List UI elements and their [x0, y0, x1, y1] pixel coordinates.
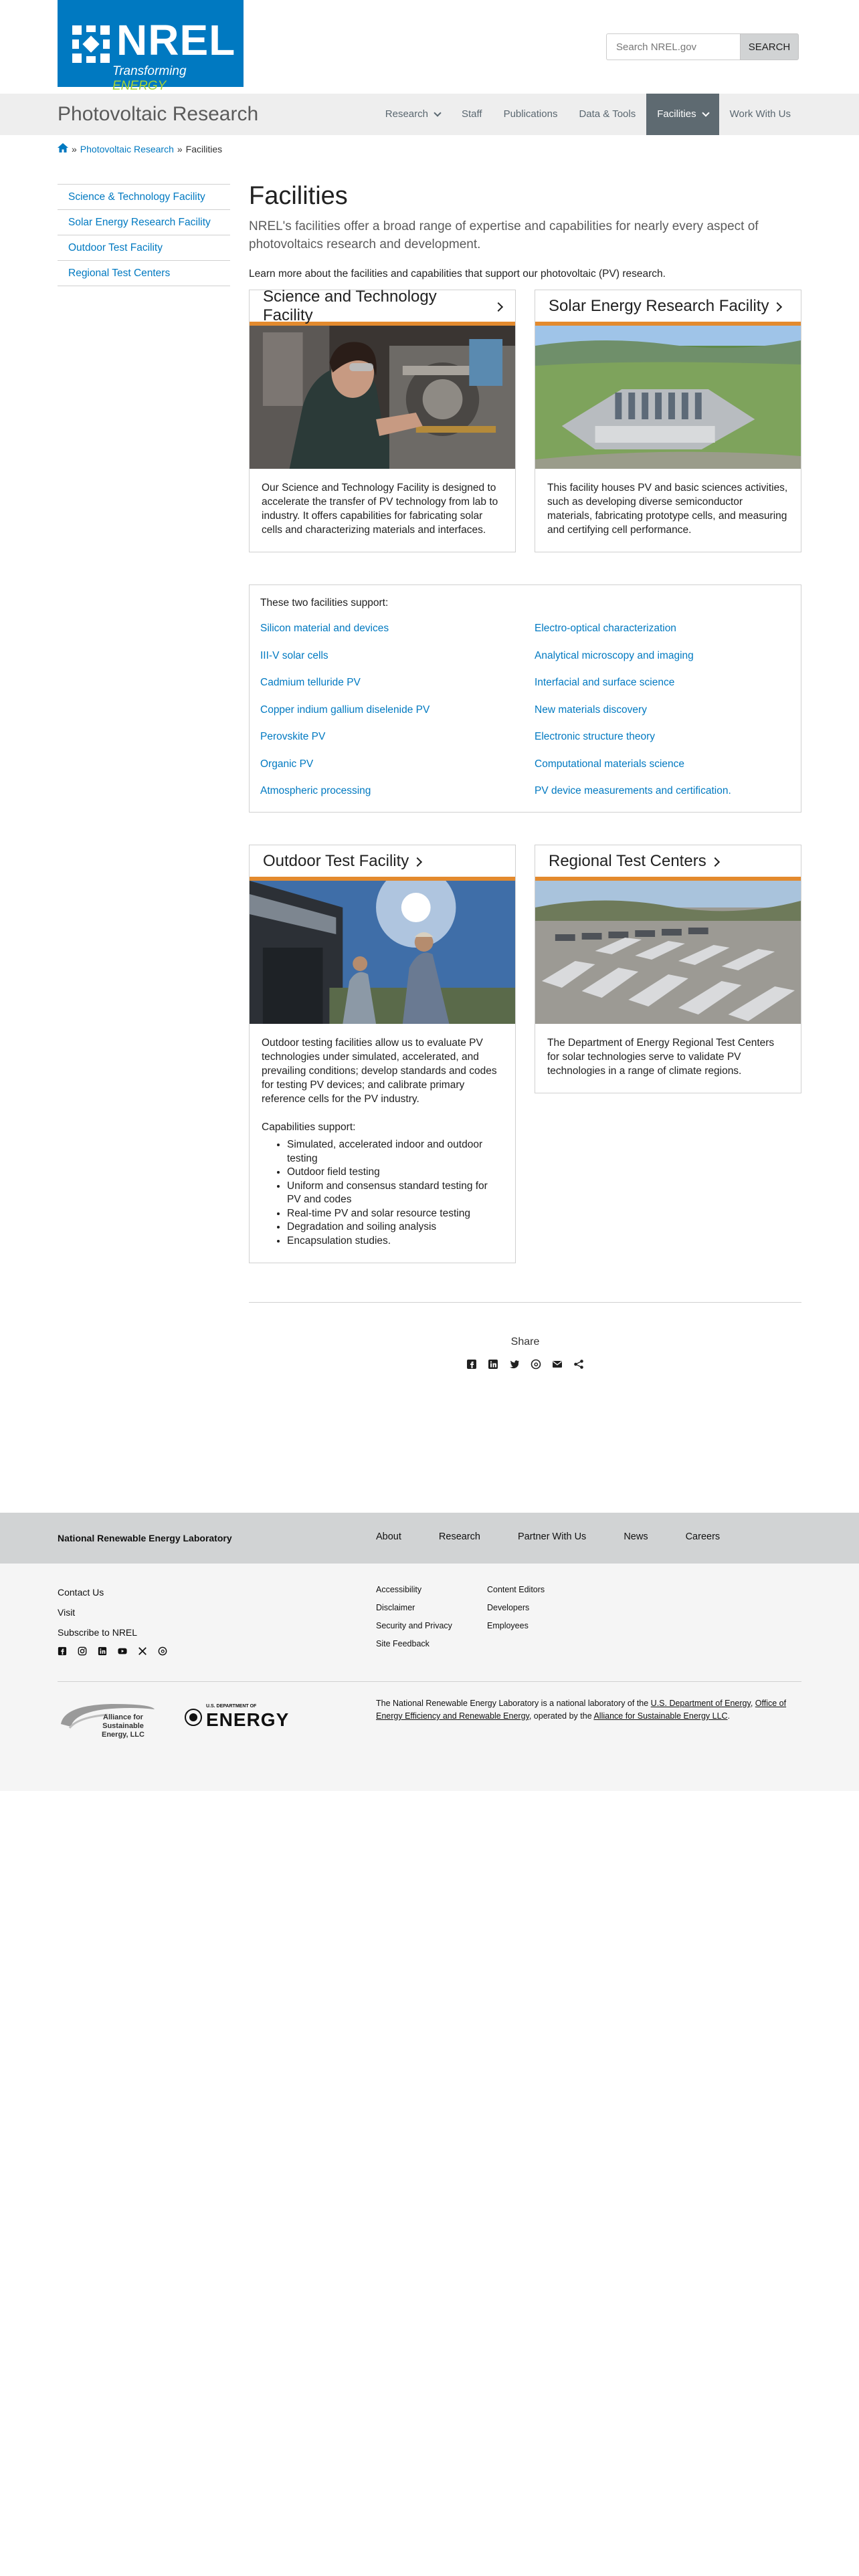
footer-logos — [58, 1697, 289, 1737]
share-section — [249, 1336, 801, 1370]
chevron-right-icon — [773, 302, 782, 312]
support-link[interactable]: Silicon material and devices — [260, 623, 389, 634]
chevron-down-icon — [434, 109, 441, 116]
card-title-link[interactable] — [250, 287, 515, 326]
support-link[interactable]: New materials discovery — [535, 704, 647, 716]
facility-cards-row-2 — [249, 845, 801, 1263]
chevron-right-icon — [710, 857, 720, 867]
footer-col-policies — [376, 1585, 452, 1657]
list-item: • Encapsulation studies. — [287, 1235, 503, 1249]
card-body — [250, 1024, 515, 1263]
section-navbar — [0, 94, 859, 135]
outdoor-test-image — [250, 881, 515, 1024]
card-body-text: Outdoor testing facilities allow us to evaluate PV technologies under simulated, accelerated, and prevailing conditions; develop standards and codes for testing PV devices; and calibrate primary reference cells for the PV industry. — [262, 1037, 497, 1105]
nav-work-with-us-label: Work With Us — [729, 108, 791, 120]
chevron-right-icon — [494, 302, 503, 312]
nrel-logo[interactable] — [58, 0, 244, 93]
support-link[interactable]: Electro-optical characterization — [535, 623, 676, 634]
footer-link-disclaimer[interactable]: Disclaimer — [376, 1603, 415, 1612]
support-link[interactable]: Interfacial and surface science — [535, 677, 675, 688]
doe-logo-big: ENERGY — [206, 1709, 290, 1730]
breadcrumb-current: Facilities — [185, 143, 223, 154]
statement-text: . — [727, 1711, 731, 1721]
alliance-logo[interactable] — [58, 1697, 158, 1737]
youtube-icon[interactable] — [118, 1646, 127, 1656]
card-title-link[interactable] — [535, 845, 801, 881]
nav-research[interactable] — [375, 94, 451, 135]
footer-org-name[interactable]: National Renewable Energy Laboratory — [58, 1533, 232, 1543]
footer-nav-partner[interactable]: Partner With Us — [517, 1531, 587, 1542]
facebook-icon[interactable] — [58, 1646, 67, 1656]
nav-facilities[interactable] — [646, 94, 719, 135]
facility-cards-row-1 — [249, 287, 801, 552]
card-title-link[interactable] — [250, 845, 515, 881]
logo-wordmark: NREL — [116, 16, 236, 64]
footer-link-feedback[interactable]: Site Feedback — [376, 1639, 430, 1648]
support-link[interactable]: Electronic structure theory — [535, 731, 656, 742]
breadcrumb-parent-link[interactable]: Photovoltaic Research — [80, 143, 174, 154]
sidebar-item-science-technology[interactable]: Science & Technology Facility — [58, 185, 230, 210]
logo-tag-energy: ENERGY — [112, 79, 167, 93]
logo-tag-prefix: Transforming — [112, 64, 187, 78]
sidebar-item-solar-energy-research[interactable]: Solar Energy Research Facility — [58, 210, 230, 235]
threads-icon[interactable] — [158, 1646, 167, 1656]
eere-link[interactable]: Office of Energy Efficiency and Renewable Energy — [376, 1699, 787, 1721]
card-body: The Department of Energy Regional Test Centers for solar technologies serve to validate PV technologies in a range of climate regions. — [547, 1037, 775, 1077]
card-title-text: Solar Energy Research Facility — [549, 296, 769, 315]
support-link[interactable]: Computational materials science — [535, 758, 684, 770]
footer-link-security[interactable]: Security and Privacy — [376, 1621, 452, 1630]
footer-col-internal — [487, 1585, 545, 1639]
alliance-link[interactable]: Alliance for Sustainable Energy LLC — [593, 1711, 728, 1721]
footer-nav-about[interactable]: About — [376, 1531, 401, 1542]
footer-link-subscribe[interactable]: Subscribe to NREL — [58, 1627, 138, 1638]
solar-array-field-image — [535, 881, 801, 1024]
breadcrumb — [58, 143, 222, 154]
support-heading: These two facilities support: — [260, 597, 389, 609]
facebook-icon[interactable] — [466, 1359, 477, 1370]
list-item: • Outdoor field testing — [287, 1166, 503, 1180]
card-regional-test-centers — [535, 845, 801, 1093]
capabilities-heading: Capabilities support: — [262, 1121, 356, 1133]
nav-data-tools[interactable] — [568, 94, 646, 135]
card-body: This facility houses PV and basic sciences activities, such as developing diverse semiconductor materials, fabricating prototype cells, and measuring and certifying cell performance. — [547, 482, 788, 536]
linkedin-icon[interactable] — [98, 1646, 107, 1656]
section-nav — [375, 94, 801, 135]
statement-text: The National Renewable Energy Laboratory is a national laboratory of the — [376, 1699, 651, 1708]
content-divider — [249, 1302, 801, 1303]
footer-nav-research[interactable]: Research — [438, 1531, 480, 1542]
list-item: • Real-time PV and solar resource testing — [287, 1207, 503, 1221]
main-content — [249, 181, 801, 1370]
nav-publications[interactable] — [493, 94, 569, 135]
lead-paragraph: NREL's facilities offer a broad range of expertise and capabilities for nearly every aspect of photovoltaics research and development. — [249, 219, 759, 251]
nav-data-tools-label: Data & Tools — [579, 108, 636, 120]
alliance-logo-text: Alliance for Sustainable Energy, LLC — [102, 1713, 145, 1739]
support-link[interactable]: Analytical microscopy and imaging — [535, 649, 694, 661]
chevron-right-icon — [413, 857, 422, 867]
card-science-technology — [249, 287, 516, 552]
share-icons — [249, 1359, 801, 1370]
card-title-text: Outdoor Test Facility — [263, 851, 409, 870]
list-item: • Uniform and consensus standard testing for PV and codes — [287, 1180, 503, 1207]
sidebar-item-regional-test-centers[interactable]: Regional Test Centers — [58, 261, 230, 286]
footer-link-accessibility[interactable]: Accessibility — [376, 1585, 422, 1594]
footer-link-visit[interactable]: Visit — [58, 1607, 76, 1618]
share-label: Share — [510, 1336, 540, 1348]
doe-seal-icon — [185, 1709, 202, 1726]
capabilities-list — [287, 1138, 503, 1248]
nav-work-with-us[interactable] — [719, 94, 801, 135]
home-icon — [58, 143, 68, 152]
footer-social-icons — [58, 1646, 167, 1656]
card-body: Our Science and Technology Facility is designed to accelerate the transfer of PV technology from lab to industry. It offers capabilities for fabricating solar cells and characterizing materials and interfaces. — [262, 482, 498, 536]
research-building-aerial-image — [535, 326, 801, 469]
support-link[interactable]: PV device measurements and certification. — [535, 785, 731, 796]
search-button[interactable]: SEARCH — [740, 33, 799, 60]
card-title-text: Regional Test Centers — [549, 851, 706, 870]
doe-logo-small: U.S. DEPARTMENT OF — [206, 1704, 257, 1709]
share-icon[interactable] — [573, 1359, 584, 1370]
support-link[interactable]: Perovskite PV — [260, 731, 326, 742]
footer-link-contact[interactable]: Contact Us — [58, 1587, 104, 1598]
card-outdoor-test — [249, 845, 516, 1263]
instagram-icon[interactable] — [78, 1646, 87, 1656]
twitter-icon[interactable] — [509, 1359, 520, 1370]
footer-nav-news[interactable]: News — [624, 1531, 648, 1542]
statement-text: , — [750, 1699, 755, 1708]
footer-statement — [376, 1697, 801, 1723]
footer-link-content-editors[interactable]: Content Editors — [487, 1585, 545, 1594]
support-link[interactable]: Cadmium telluride PV — [260, 677, 361, 688]
list-item: • Degradation and soiling analysis — [287, 1220, 503, 1235]
footer-link-employees[interactable]: Employees — [487, 1621, 529, 1630]
chevron-down-icon — [702, 109, 709, 116]
nav-publications-label: Publications — [503, 108, 558, 120]
footer-divider — [58, 1681, 801, 1682]
logo-tagline — [112, 64, 244, 94]
support-link[interactable]: Copper indium gallium diselenide PV — [260, 704, 430, 716]
card-title-text: Science and Technology Facility — [263, 287, 437, 324]
search-input[interactable] — [606, 33, 740, 60]
email-icon[interactable] — [552, 1359, 563, 1370]
intro-paragraph: Learn more about the facilities and capabilities that support our photovoltaic (PV) research. — [249, 268, 666, 280]
x-icon[interactable] — [138, 1646, 147, 1656]
doe-logo[interactable] — [185, 1704, 289, 1731]
footer-nav-careers[interactable]: Careers — [685, 1531, 721, 1542]
card-title-link[interactable] — [535, 290, 801, 326]
list-item: • Simulated, accelerated indoor and outdoor testing — [287, 1138, 503, 1166]
breadcrumb-separator: » — [177, 143, 183, 154]
nav-facilities-label: Facilities — [657, 108, 696, 120]
site-header — [0, 0, 859, 94]
threads-icon[interactable] — [531, 1359, 541, 1370]
home-link[interactable] — [58, 143, 68, 154]
footer-col-contact — [58, 1586, 167, 1656]
statement-text: , operated by the — [529, 1711, 594, 1721]
page-title: Facilities — [249, 182, 348, 210]
footer-link-developers[interactable]: Developers — [487, 1603, 530, 1612]
nrel-logo-mark-icon — [72, 25, 110, 63]
footer-main — [0, 1564, 859, 1791]
card-solar-energy-research — [535, 290, 801, 552]
nav-research-label: Research — [385, 108, 428, 120]
sidebar-item-outdoor-test[interactable]: Outdoor Test Facility — [58, 235, 230, 261]
footer-nav — [376, 1531, 757, 1542]
researcher-lab-image — [250, 326, 515, 469]
support-link[interactable]: Organic PV — [260, 758, 314, 770]
facilities-support-box — [249, 584, 801, 813]
search-form — [606, 33, 799, 60]
support-link[interactable]: III-V solar cells — [260, 649, 328, 661]
site-title[interactable]: Photovoltaic Research — [58, 103, 259, 125]
nav-staff-label: Staff — [461, 108, 482, 120]
breadcrumb-separator: » — [72, 143, 77, 154]
support-links-grid — [260, 623, 790, 797]
footer-top-bar — [0, 1513, 859, 1564]
nav-staff[interactable] — [451, 94, 493, 135]
doe-link[interactable]: U.S. Department of Energy — [650, 1699, 751, 1708]
support-link[interactable]: Atmospheric processing — [260, 785, 371, 796]
linkedin-icon[interactable] — [488, 1359, 498, 1370]
sidebar-nav — [58, 184, 230, 286]
